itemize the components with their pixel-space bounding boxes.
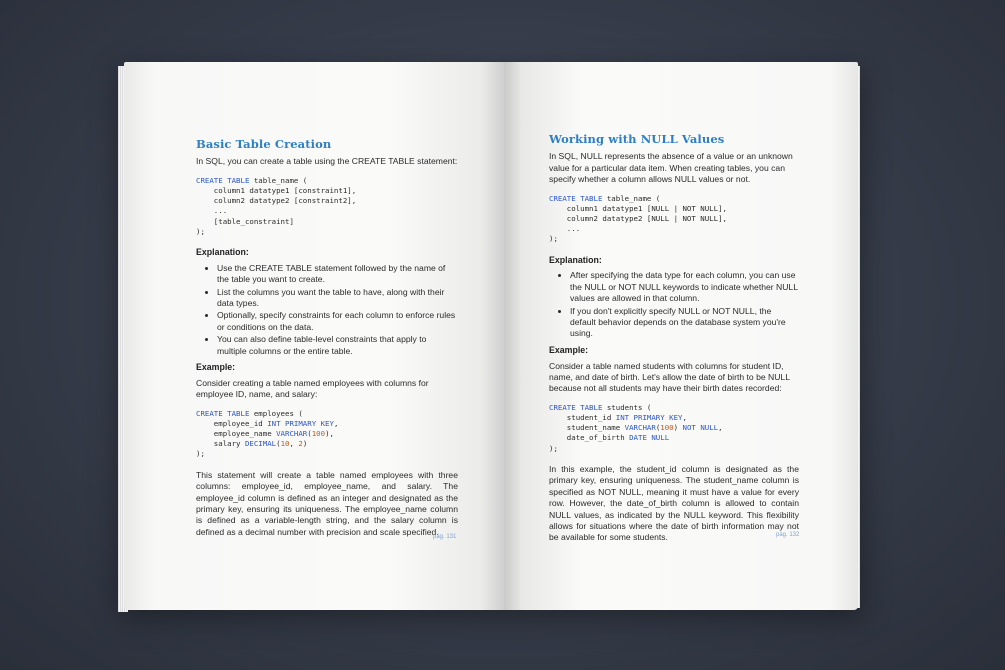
left-page-number: pág. 131 [433, 534, 457, 540]
list-item: • List the columns you want the table to have, along with their data types. [217, 287, 458, 310]
right-page-title: Working with NULL Values [549, 132, 725, 146]
list-item: • Optionally, specify constraints for each column to enforce rules or conditions on the data. [217, 310, 458, 333]
left-code-block-1 [196, 176, 458, 237]
code-keyword: INT PRIMARY KEY [615, 413, 683, 423]
code-line: ... [549, 224, 581, 234]
code-keyword: CREATE TABLE [549, 402, 603, 412]
right-explanation-heading: Explanation: [549, 254, 602, 265]
code-text: , [682, 413, 687, 423]
code-text: date_of_birth [549, 433, 630, 443]
right-example-heading: Example: [549, 344, 589, 355]
code-text: ( [655, 423, 661, 433]
right-summary: In this example, the student_id column is designated as the primary key, ensuring uniqueness. The student_name column is specified as NOT NULL, meaning it must have a value for every row. However, the date_of_birth column is allowed to contain NULL values, as indicated by the NULL keyword. This flexibility allows for situations where the date of birth information may not be available for some students. [549, 463, 799, 543]
code-text: ( [276, 439, 281, 449]
code-text: salary [196, 439, 245, 449]
left-page-title: Basic Table Creation [196, 137, 332, 151]
code-text: table_name ( [249, 175, 308, 185]
left-page-content [196, 137, 458, 546]
code-line: column2 datatype2 [constraint2], [196, 196, 357, 206]
list-item: • After specifying the data type for each column, you can use the NULL or NOT NULL keywords to indicate whether NULL values are allowed in that column. [570, 270, 799, 304]
code-keyword: DATE NULL [629, 433, 670, 443]
code-number: 2 [298, 439, 303, 449]
code-text: student_id [549, 413, 616, 423]
code-text: ( [307, 429, 312, 439]
code-keyword: VARCHAR [624, 423, 656, 433]
code-text: ), [325, 429, 334, 439]
code-keyword: DECIMAL [244, 439, 277, 449]
code-text: ) [302, 439, 308, 449]
list-item: • If you don't explicitly specify NULL or NOT NULL, the default behavior depends on the database system you're using. [570, 306, 799, 340]
list-item: • Use the CREATE TABLE statement followed by the name of the table you want to create. [217, 263, 458, 286]
list-item: • You can also define table-level constraints that apply to multiple columns or the entire table. [217, 334, 458, 357]
code-text: ); [196, 449, 205, 459]
code-keyword: NOT NULL [682, 423, 719, 433]
right-example-text: Consider a table named students with columns for student ID, name, and date of birth. Let's allow the date of birth to be NULL because not all students may have their birth dates recorded: [549, 360, 790, 394]
left-bullet-list [196, 263, 458, 357]
code-line: ); [549, 234, 558, 244]
code-line: ); [196, 226, 205, 236]
code-text: students ( [602, 402, 652, 412]
code-keyword: CREATE TABLE [196, 408, 250, 418]
left-example-text: Consider creating a table named employees with columns for employee ID, name, and salary: [196, 377, 429, 400]
code-text: employee_name [196, 429, 277, 439]
code-text: ); [549, 443, 558, 453]
left-page [124, 62, 504, 610]
left-example-heading: Example: [196, 362, 236, 373]
code-text: employees ( [249, 408, 303, 418]
code-keyword: CREATE TABLE [549, 193, 603, 203]
right-page [504, 62, 858, 610]
code-text: student_name [549, 423, 625, 433]
code-text: , [333, 418, 339, 428]
code-number: 100 [311, 429, 326, 439]
code-text: ) [673, 423, 683, 433]
code-keyword: VARCHAR [276, 429, 308, 439]
code-line: ... [196, 206, 228, 216]
left-summary: This statement will create a table named employees with three columns: employee_id, employee_name, and salary. The employee_id column is defined as an integer and designated as the primary key, ensuring its uniqueness. The employee_name column is defined as a variable-length string, and the salary column is defined as a decimal number with precision and scale specified. [196, 469, 458, 537]
right-code-block-1 [549, 194, 799, 245]
right-intro: In SQL, NULL represents the absence of a value or an unknown value for a particular data item. When creating tables, you can specify whether a column allows NULL values or not. [549, 151, 793, 185]
code-line: [table_constraint] [196, 216, 294, 226]
code-text: employee_id [196, 418, 268, 428]
left-code-block-2 [196, 409, 458, 460]
code-keyword: INT PRIMARY KEY [267, 418, 334, 428]
right-bullet-list [549, 270, 799, 340]
code-number: 100 [660, 423, 674, 433]
left-explanation-heading: Explanation: [196, 247, 249, 258]
code-text: , [718, 423, 723, 433]
code-text: , [289, 439, 299, 449]
code-line: column2 datatype2 [NULL | NOT NULL], [549, 213, 727, 223]
right-page-content [549, 132, 799, 552]
left-intro: In SQL, you can create a table using the CREATE TABLE statement: [196, 156, 458, 167]
code-line: column1 datatype1 [NULL | NOT NULL], [549, 203, 727, 213]
right-code-block-2 [549, 403, 799, 454]
code-number: 10 [280, 439, 290, 449]
code-keyword: CREATE TABLE [196, 175, 250, 185]
code-line: column1 datatype1 [constraint1], [196, 185, 357, 195]
right-page-number: pág. 132 [776, 532, 800, 538]
code-text: table_name ( [602, 193, 661, 203]
